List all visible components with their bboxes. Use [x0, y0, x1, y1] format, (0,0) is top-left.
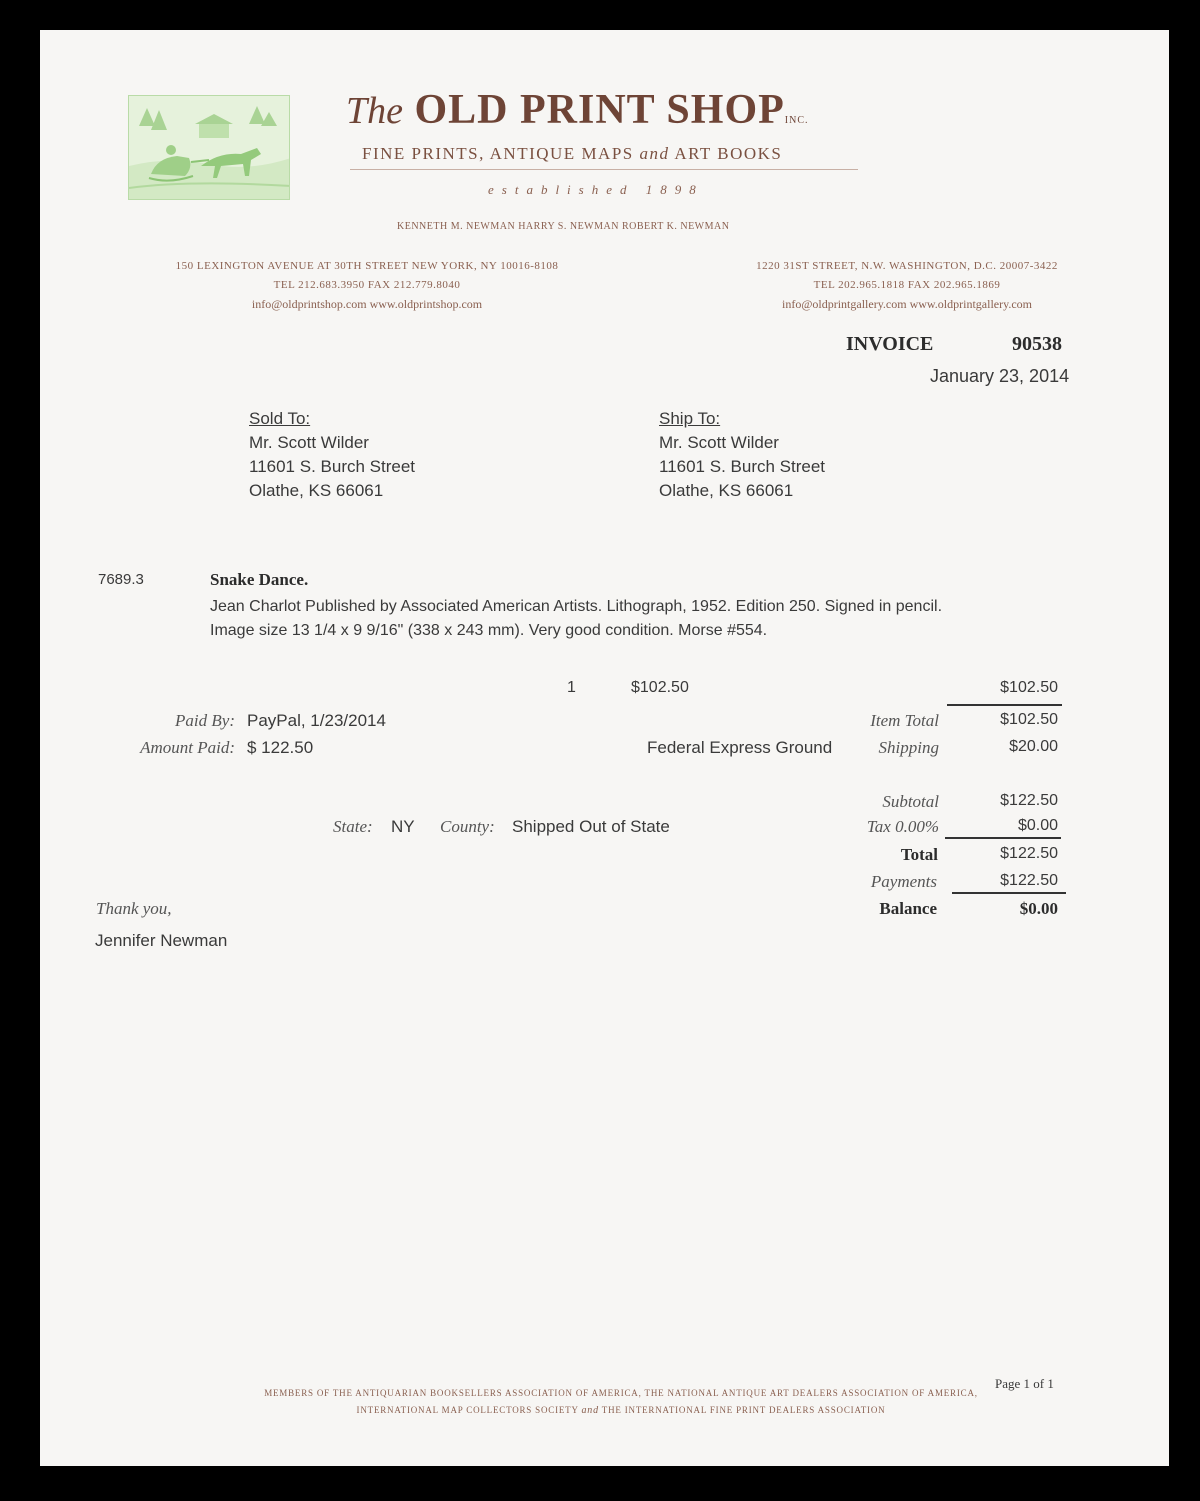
invoice-date: January 23, 2014: [930, 366, 1070, 386]
sold-to-street: 11601 S. Burch Street: [249, 457, 416, 476]
tagline-divider: [350, 169, 858, 170]
tagline-and: and: [639, 144, 670, 163]
footer-memberships: [171, 1385, 1071, 1419]
shipping-value: $20.00: [1009, 738, 1058, 755]
brand-the: The: [346, 90, 403, 132]
brand-main: OLD PRINT SHOP: [414, 87, 785, 133]
tax-rule: [945, 837, 1061, 839]
item-line-total: $102.50: [1000, 679, 1058, 696]
sold-to-name: Mr. Scott Wilder: [249, 433, 369, 452]
footer-line-2a: INTERNATIONAL MAP COLLECTORS SOCIETY: [356, 1405, 579, 1415]
total-value: $122.50: [1000, 845, 1058, 862]
sold-to-block: [249, 407, 415, 503]
ship-to-street: 11601 S. Burch Street: [659, 457, 826, 476]
shipping-method: Federal Express Ground: [647, 738, 833, 757]
ship-to-block: [659, 407, 825, 503]
item-title: Snake Dance.: [210, 570, 309, 589]
footer-line-2-and: and: [581, 1405, 599, 1416]
county-value: Shipped Out of State: [512, 817, 670, 836]
item-code: 7689.3: [98, 571, 144, 588]
state-label: State:: [333, 817, 373, 836]
tagline-part-a: FINE PRINTS, ANTIQUE MAPS: [362, 144, 634, 163]
payments-rule: [952, 892, 1066, 894]
amount-paid-label: Amount Paid:: [140, 738, 235, 757]
partners-line: KENNETH M. NEWMAN HARRY S. NEWMAN ROBERT K. NEWMAN: [397, 221, 730, 232]
subtotal-value: $122.50: [1000, 792, 1058, 809]
dc-address-block: [702, 257, 1112, 314]
tax-label: Tax 0.00%: [866, 817, 939, 836]
dc-address-line: 1220 31ST STREET, N.W. WASHINGTON, D.C. 20007-3422: [756, 260, 1058, 272]
tagline: [362, 144, 782, 164]
ship-to-city: Olathe, KS 66061: [659, 481, 794, 500]
item-description: Jean Charlot Published by Associated American Artists. Lithograph, 1952. Edition 250. Signed in pencil. Image size 13 1/4 x 9 9/16" (338 x 243 mm). Very good condition. Morse #554.: [210, 598, 943, 639]
balance-label: Balance: [879, 899, 937, 918]
footer-line-2: [171, 1402, 1071, 1419]
brand-name: [346, 86, 809, 134]
sleigh-illustration-icon: [129, 96, 290, 200]
page-number: Page 1 of 1: [995, 1376, 1054, 1391]
established-line: established 1898: [488, 182, 704, 197]
sleigh-logo-image: [128, 95, 290, 200]
tagline-part-b: ART BOOKS: [674, 144, 783, 163]
shipping-label: Shipping: [878, 738, 939, 757]
item-total-value: $102.50: [1000, 711, 1058, 728]
county-label: County:: [440, 817, 495, 836]
footer-line-2b: THE INTERNATIONAL FINE PRINT DEALERS ASSOCIATION: [601, 1405, 886, 1415]
invoice-sheet: [40, 30, 1169, 1466]
thank-you: Thank you,: [96, 899, 172, 918]
line-total-rule: [947, 704, 1062, 706]
ny-web-line: info@oldprintshop.com www.oldprintshop.com: [251, 297, 483, 311]
balance-value: $0.00: [1019, 899, 1058, 918]
ny-address-line: 150 LEXINGTON AVENUE AT 30TH STREET NEW YORK, NY 10016-8108: [175, 260, 559, 272]
item-price: $102.50: [631, 679, 689, 696]
paid-by-label: Paid By:: [175, 711, 235, 730]
amount-paid-value: $ 122.50: [247, 738, 314, 757]
invoice-label: INVOICE: [846, 333, 934, 355]
brand-inc: INC.: [784, 115, 809, 126]
footer-line-1: MEMBERS OF THE ANTIQUARIAN BOOKSELLERS ASSOCIATION OF AMERICA, THE NATIONAL ANTIQUE ART DEALERS ASSOCIATION OF AMERICA,: [264, 1388, 978, 1398]
signer-name: Jennifer Newman: [95, 931, 228, 950]
tax-value: $0.00: [1017, 817, 1058, 834]
item-total-label: Item Total: [870, 711, 939, 730]
invoice-number: 90538: [1012, 333, 1062, 355]
payments-label: Payments: [870, 872, 937, 891]
item-qty: 1: [567, 679, 576, 696]
payments-value: $122.50: [1000, 872, 1058, 889]
paid-by-value: PayPal, 1/23/2014: [247, 711, 386, 730]
sold-to-heading: Sold To:: [249, 409, 311, 428]
state-value: NY: [391, 817, 415, 836]
ny-address-block: [132, 257, 602, 314]
ship-to-heading: Ship To:: [659, 409, 721, 428]
subtotal-label: Subtotal: [882, 792, 939, 811]
sold-to-city: Olathe, KS 66061: [249, 481, 384, 500]
ship-to-name: Mr. Scott Wilder: [659, 433, 779, 452]
dc-web-line: info@oldprintgallery.com www.oldprintgallery.com: [782, 297, 1032, 311]
total-label: Total: [900, 845, 938, 864]
ny-phone-line: TEL 212.683.3950 FAX 212.779.8040: [273, 279, 461, 291]
dc-phone-line: TEL 202.965.1818 FAX 202.965.1869: [813, 279, 1001, 291]
